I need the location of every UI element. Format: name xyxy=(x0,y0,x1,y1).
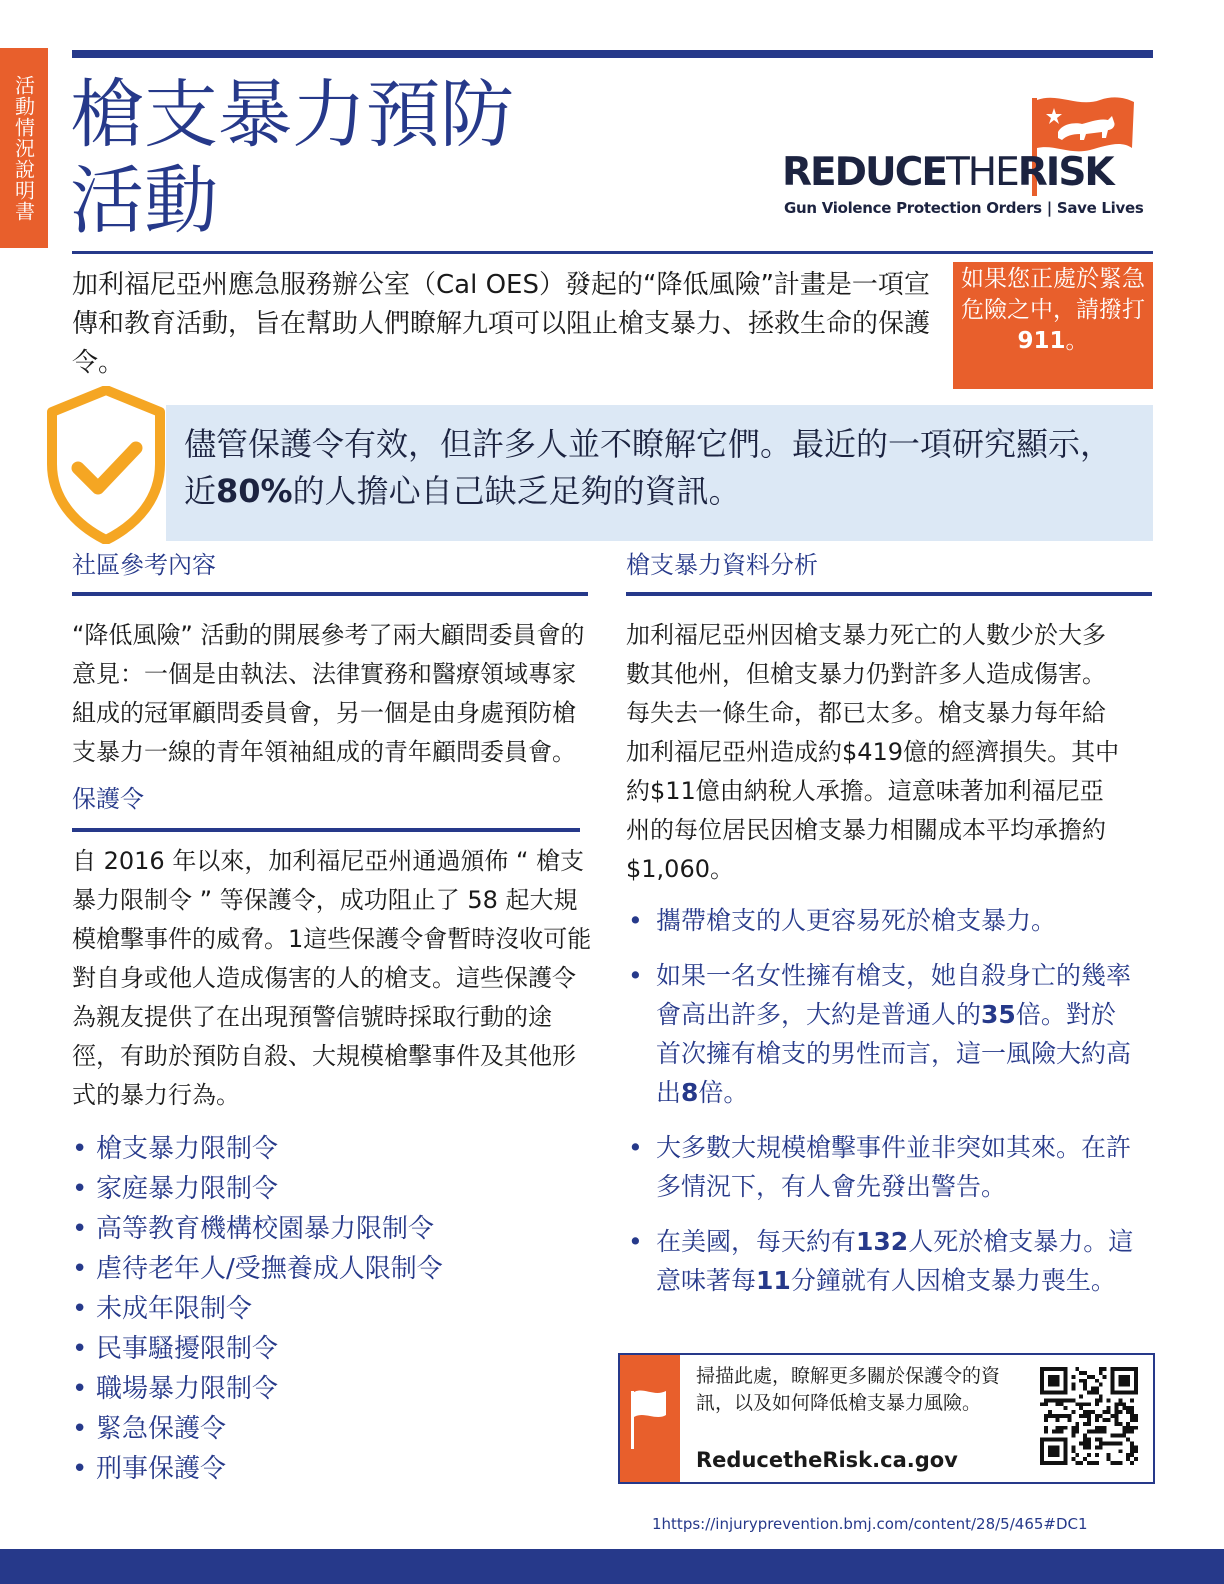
fact-item xyxy=(626,956,1136,1112)
list-item: • 緊急保護令 xyxy=(72,1409,612,1449)
header-divider xyxy=(72,251,1153,254)
fact-2-text-b: 倍。對於首次擁有槍支的男性而言，這一風險大約高出 xyxy=(656,1000,1132,1107)
fact-2-value-b: 8 xyxy=(681,1078,699,1107)
analysis-section-title: 槍支暴力資料分析 xyxy=(626,551,818,579)
side-tab-label: 活動情況說明書 xyxy=(11,74,36,222)
fact-4-value-b: 11 xyxy=(756,1266,791,1295)
intro-paragraph: 加利福尼亞州應急服務辦公室（Cal OES）發起的“降低風險”計畫是一項宣傳和教育活動，旨在幫助人們瞭解九項可以阻止槍支暴力、拯救生命的保護令。 xyxy=(72,270,931,378)
emergency-box xyxy=(953,262,1153,389)
fact-2-text-c: 倍。 xyxy=(698,1078,749,1107)
title-line-1: 槍支暴力預防 xyxy=(70,72,514,158)
community-section-text: “降低風險” 活動的開展參考了兩大顧問委員會的意見：一個是由執法、法律實務和醫療領域專家組成的冠軍顧問委員會，另一個是由身處預防槍支暴力一線的青年領袖組成的青年顧問委員會。 xyxy=(72,621,585,766)
fact-1-text: 攜帶槍支的人更容易死於槍支暴力。 xyxy=(656,906,1057,935)
list-item: • 高等教育機構校園暴力限制令 xyxy=(72,1209,612,1249)
right-column xyxy=(626,548,1154,1316)
list-item: • 槍支暴力限制令 xyxy=(72,1129,612,1169)
emergency-suffix: 。 xyxy=(1065,328,1089,354)
awareness-callout xyxy=(166,405,1153,541)
logo-word-reduce: REDUCE xyxy=(782,150,946,195)
footnote: 1https://injuryprevention.bmj.com/content/28/5/465#DC1 xyxy=(652,1515,1088,1533)
fact-item xyxy=(626,901,1136,940)
shield-check-icon xyxy=(44,386,168,544)
bottom-bar xyxy=(0,1549,1224,1584)
logo-word-risk: RISK xyxy=(1017,150,1113,195)
analysis-section-rule xyxy=(626,592,1152,596)
facts-list xyxy=(626,901,1136,1300)
callout-highlight: 80% xyxy=(216,472,293,510)
list-item: • 家庭暴力限制令 xyxy=(72,1169,612,1209)
logo-tagline: Gun Violence Protection Orders | Save Lives xyxy=(784,199,1144,217)
callout-text-after: 的人擔心自己缺乏足夠的資訊。 xyxy=(292,472,741,510)
list-item: • 刑事保護令 xyxy=(72,1449,612,1489)
community-section-title: 社區參考內容 xyxy=(72,551,216,579)
fact-4-text-a: 在美國，每天約有 xyxy=(656,1227,857,1256)
fact-2-text-a: 如果一名女性擁有槍支，她自殺身亡的幾率會高出許多，大約是普通人的 xyxy=(656,961,1132,1029)
orders-list xyxy=(72,1129,612,1489)
emergency-number: 911 xyxy=(1017,328,1066,354)
logo-wordmark xyxy=(782,150,1113,195)
qr-box-text: 掃描此處，瞭解更多關於保護令的資訊，以及如何降低槍支暴力風險。 xyxy=(696,1365,1001,1414)
qr-box-flag-panel xyxy=(620,1355,680,1482)
website-link[interactable]: ReducetheRisk.ca.gov xyxy=(696,1448,958,1472)
reduce-the-risk-logo xyxy=(782,88,1154,223)
orders-section-text: 自 2016 年以來，加利福尼亞州通過頒佈 “ 槍支暴力限制令 ” 等保護令，成功阻止了 58 起大規模槍擊事件的威脅。1這些保護令會暫時沒收可能對自身或他人造成傷害的人的槍支。這些保護令為親友提供了在出現預警信號時採取行動的途徑，有助於預防自殺、大規模槍擊事件及其他形式的暴力行為。 xyxy=(72,847,592,1109)
list-item: • 職場暴力限制令 xyxy=(72,1369,612,1409)
list-item: • 未成年限制令 xyxy=(72,1289,612,1329)
fact-3-text: 大多數大規模槍擊事件並非突如其來。在許多情況下，有人會先發出警告。 xyxy=(656,1133,1132,1201)
community-section-rule xyxy=(72,592,588,596)
list-item: • 民事騷擾限制令 xyxy=(72,1329,612,1369)
logo-word-the: THE xyxy=(945,150,1018,195)
list-item: • 虐待老年人/受撫養成人限制令 xyxy=(72,1249,612,1289)
orders-section-rule xyxy=(72,828,580,832)
flag-icon xyxy=(620,1355,680,1482)
analysis-section-text: 加利福尼亞州因槍支暴力死亡的人數少於大多數其他州，但槍支暴力仍對許多人造成傷害。每失去一條生命，都已太多。槍支暴力每年給加利福尼亞州造成約$419億的經濟損失。其中約$11億由納稅人承擔。這意味著加利福尼亞州的每位居民因槍支暴力相關成本平均承擔約$1,060。 xyxy=(626,621,1120,883)
left-column xyxy=(72,548,612,1489)
side-tab xyxy=(0,48,48,248)
callout-text-before: 儘管保護令有效，但許多人並不瞭解它們。最近的一項研究顯示，近 xyxy=(184,425,1113,510)
fact-4-value-a: 132 xyxy=(856,1227,909,1256)
fact-4-text-c: 分鐘就有人因槍支暴力喪生。 xyxy=(790,1266,1116,1295)
fact-4-text-b: 人死於槍支暴力。這意味著每 xyxy=(656,1227,1134,1295)
title-line-2: 活動 xyxy=(70,158,218,244)
qr-code[interactable] xyxy=(1040,1367,1138,1465)
qr-info-box xyxy=(618,1353,1155,1484)
fact-item xyxy=(626,1128,1136,1206)
fact-item xyxy=(626,1222,1136,1300)
fact-2-value-a: 35 xyxy=(981,1000,1016,1029)
page-title xyxy=(70,72,710,244)
orders-section-title: 保護令 xyxy=(72,785,144,813)
emergency-text: 如果您正處於緊急危險之中，請撥打 xyxy=(961,266,1145,323)
top-rule xyxy=(72,50,1153,58)
